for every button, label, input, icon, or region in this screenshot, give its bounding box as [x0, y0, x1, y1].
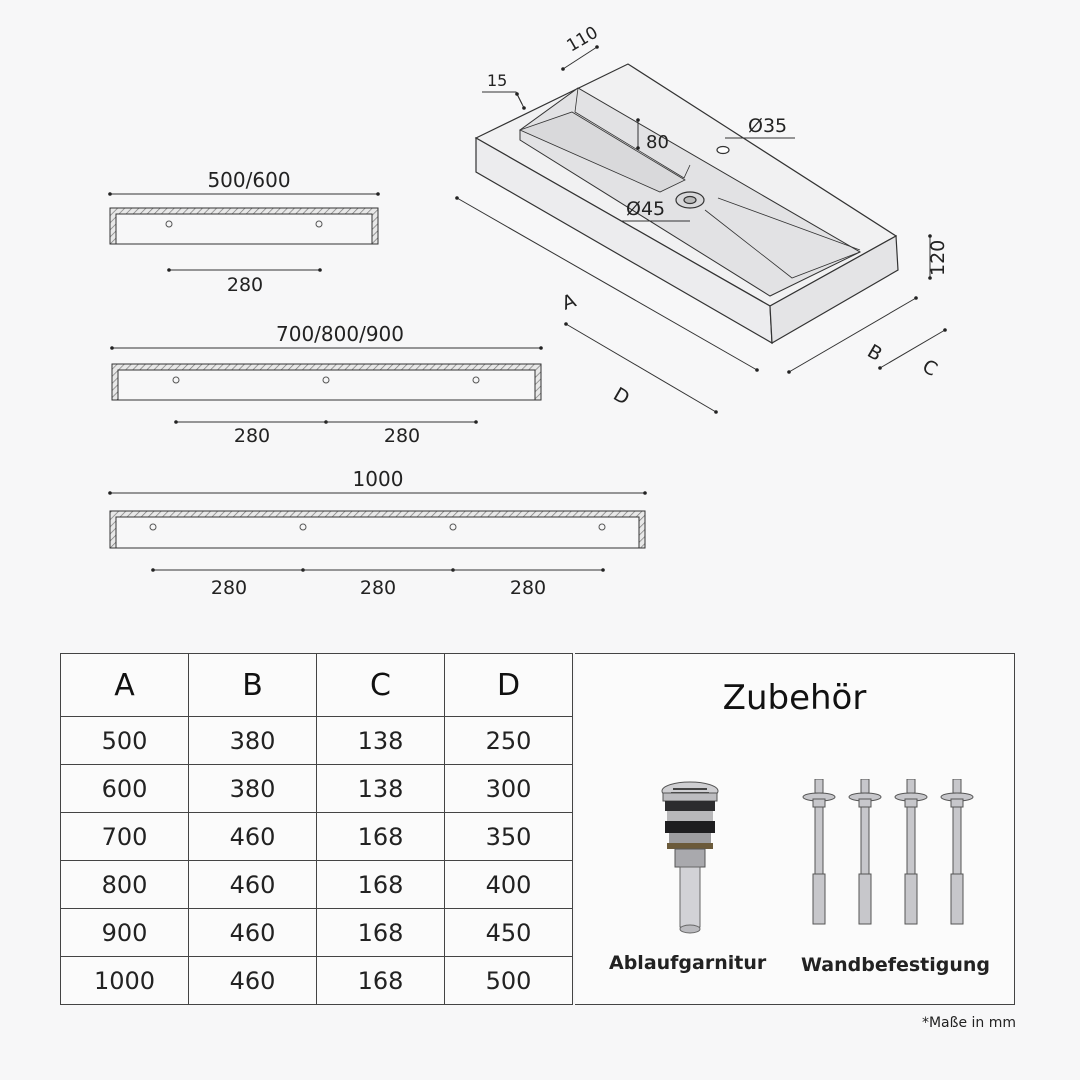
table-cell: 500: [445, 957, 573, 1005]
dimensions-table: [60, 653, 573, 1005]
table-cell: 380: [189, 765, 317, 813]
table-row: [61, 957, 573, 1005]
accessories-title: Zubehör: [722, 678, 867, 718]
accessories-panel: [575, 653, 1015, 1005]
accessory-label-wall-mount: Wandbefestigung: [801, 954, 991, 976]
table-cell: 400: [445, 861, 573, 909]
table-cell: 460: [189, 813, 317, 861]
units-footnote: *Maße in mm: [921, 1015, 1016, 1031]
accessory-label-drain: Ablaufgarnitur: [609, 952, 767, 974]
table-header-row: [61, 654, 573, 717]
table-cell: 800: [61, 861, 189, 909]
table-cell: 138: [317, 717, 445, 765]
column-header-d: D: [445, 654, 573, 717]
table-cell: 168: [317, 861, 445, 909]
label-B: B: [863, 340, 886, 366]
table-row: [61, 909, 573, 957]
width-label-500-600: 500/600: [207, 168, 291, 192]
table-cell: 168: [317, 909, 445, 957]
width-label-700-900: 700/800/900: [276, 322, 404, 346]
table-row: [61, 765, 573, 813]
table-cell: 700: [61, 813, 189, 861]
dim-15: 15: [487, 71, 508, 90]
dim-120: 120: [927, 239, 949, 276]
spacing-label: 280: [233, 425, 271, 447]
spacing-label: 280: [509, 577, 547, 599]
column-header-b: B: [189, 654, 317, 717]
table-cell: 168: [317, 813, 445, 861]
dim-110: 110: [563, 22, 602, 57]
table-cell: 460: [189, 957, 317, 1005]
table-cell: 460: [189, 909, 317, 957]
table-cell: 460: [189, 861, 317, 909]
table-cell: 168: [317, 957, 445, 1005]
spacing-label: 280: [359, 577, 397, 599]
spacing-label: 280: [226, 274, 264, 296]
table-cell: 450: [445, 909, 573, 957]
column-header-c: C: [317, 654, 445, 717]
top-view-1000: [110, 467, 645, 599]
dim-80: 80: [646, 132, 669, 153]
drain-fitting-icon: [645, 779, 735, 954]
spacing-label: 280: [383, 425, 421, 447]
dim-d45: Ø45: [626, 198, 666, 220]
table-cell: 138: [317, 765, 445, 813]
table-cell: 380: [189, 717, 317, 765]
top-view-500-600: [110, 168, 378, 296]
label-A: A: [559, 289, 579, 315]
width-label-1000: 1000: [352, 467, 404, 491]
table-cell: 250: [445, 717, 573, 765]
table-cell: 600: [61, 765, 189, 813]
label-C: C: [918, 355, 942, 381]
table-row: [61, 861, 573, 909]
column-header-a: A: [61, 654, 189, 717]
table-cell: 900: [61, 909, 189, 957]
table-row: [61, 717, 573, 765]
wall-bolt-icon: [795, 779, 985, 944]
top-view-700-800-900: [112, 322, 541, 447]
table-cell: 300: [445, 765, 573, 813]
table-cell: 500: [61, 717, 189, 765]
table-row: [61, 813, 573, 861]
spacing-label: 280: [210, 577, 248, 599]
dim-d35: Ø35: [748, 115, 788, 137]
isometric-basin-view: [476, 64, 898, 343]
table-cell: 350: [445, 813, 573, 861]
label-D: D: [609, 383, 634, 410]
table-cell: 1000: [61, 957, 189, 1005]
